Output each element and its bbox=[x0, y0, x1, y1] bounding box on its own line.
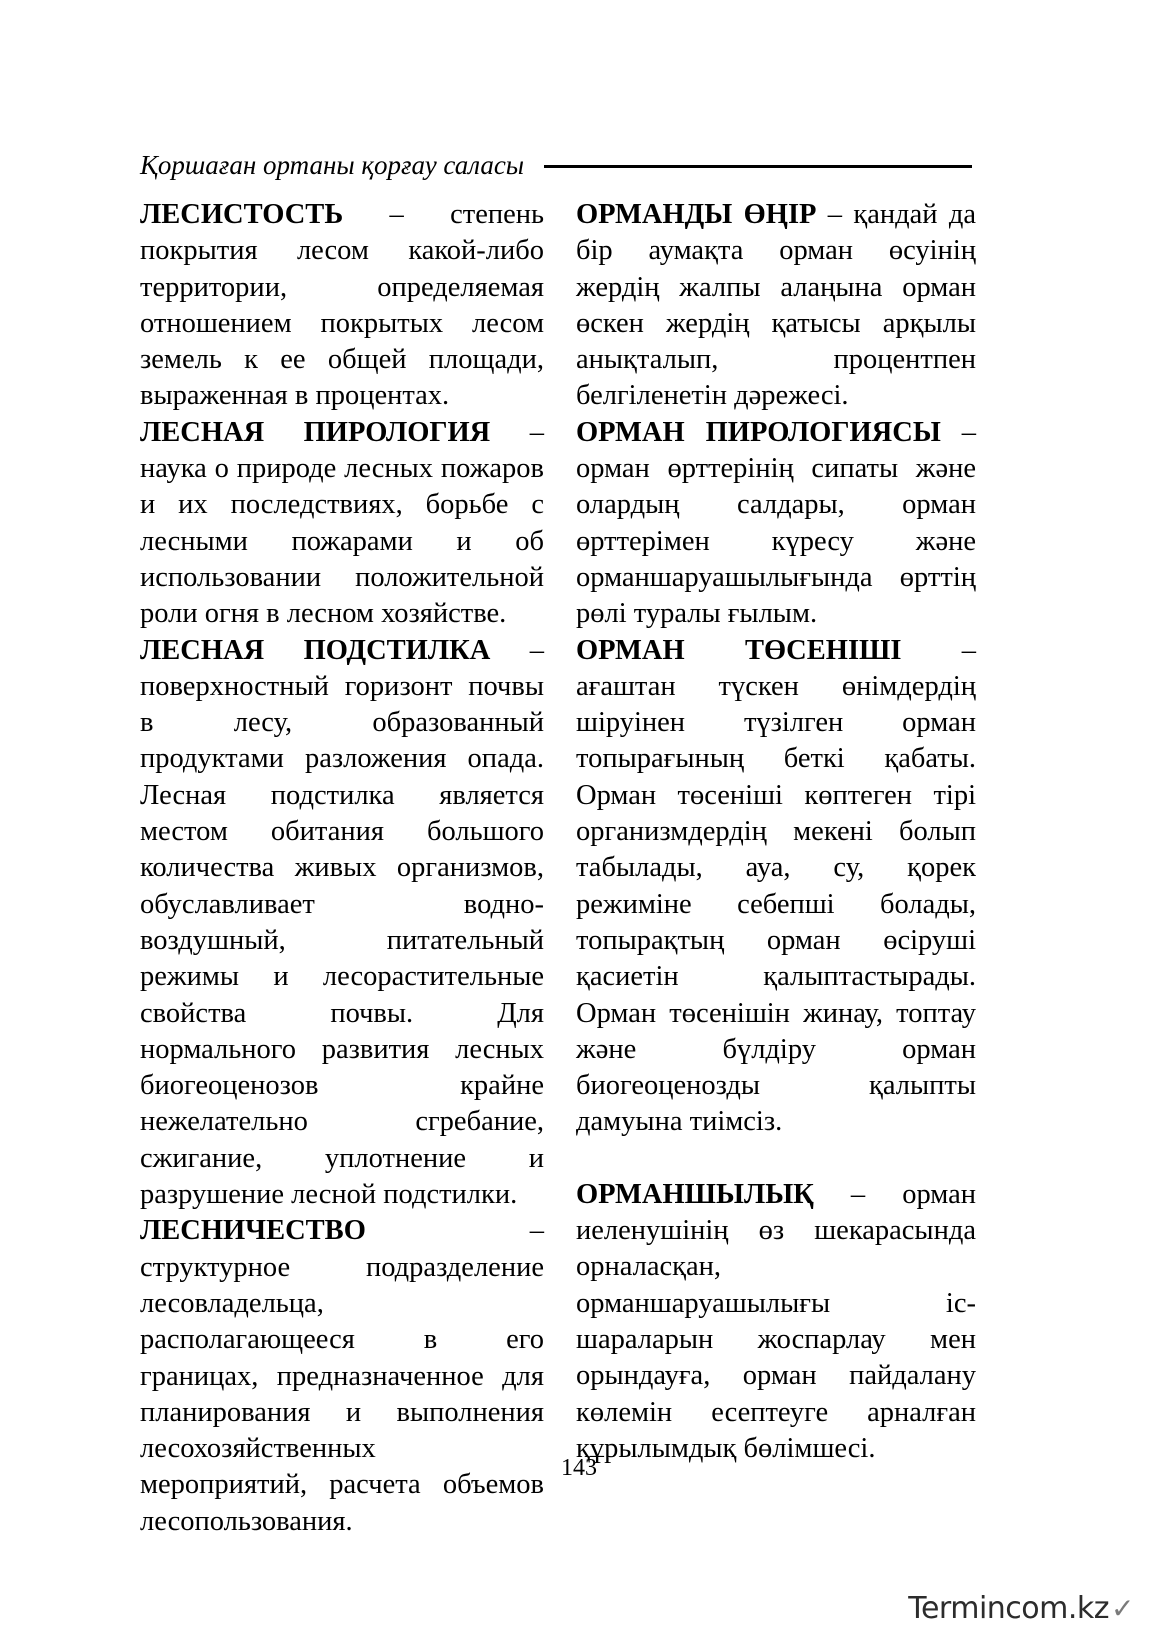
page-number: 143 bbox=[561, 1455, 597, 1481]
dictionary-entry bbox=[140, 633, 544, 1214]
dictionary-entry bbox=[576, 1177, 976, 1467]
dictionary-entry bbox=[576, 415, 976, 633]
entry-definition: – степень покрытия лесом какой-либо территории, определяемая отношением покрытых лесом земель к ее общей площади, выраженная в процентах. bbox=[140, 199, 544, 412]
dictionary-entry bbox=[140, 1213, 544, 1540]
header-rule bbox=[544, 165, 972, 168]
entry-term: ЛЕСНИЧЕСТВО bbox=[140, 1215, 366, 1247]
entry-term: ЛЕСИСТОСТЬ bbox=[140, 199, 344, 230]
dictionary-entry bbox=[576, 633, 976, 1141]
checkmark-icon: ✓ bbox=[1111, 1591, 1134, 1625]
right-column bbox=[576, 197, 976, 1467]
entry-term: ОРМАН ТӨСЕНІШІ bbox=[576, 634, 902, 666]
left-column bbox=[140, 197, 544, 1540]
entry-definition: – структурное подразделение лесовладельца, располагающееся в его границах, предназначенное для планирования и выполнения лесохозяйственных мероприятий, расчета объемов лесопользования. bbox=[140, 1215, 544, 1537]
entry-definition: – орман иеленушінің өз шекарасында орналасқан, орманшаруашылығы іс-шараларын жоспарлау мен орындауға, орман пайдалану көлемін есептеуге арналған құрылымдық бөлімшесі. bbox=[576, 1178, 976, 1464]
dictionary-entry bbox=[140, 197, 544, 415]
entry-term: ОРМАНШЫЛЫҚ bbox=[576, 1178, 814, 1210]
entry-term: ОРМАНДЫ ӨҢІР bbox=[576, 199, 817, 230]
entry-term: ЛЕСНАЯ ПИРОЛОГИЯ bbox=[140, 416, 491, 448]
entry-term: ЛЕСНАЯ ПОДСТИЛКА bbox=[140, 634, 491, 666]
running-header-title: Қоршаған ортаны қорғау саласы bbox=[140, 149, 525, 180]
watermark-logo bbox=[908, 1588, 1134, 1628]
entry-definition: – ағаштан түскен өнімдердің шіруінен түзілген орман топырағының беткі қабаты. Орман төсеніші көптеген тірі организмдердің мекені болып табылады, ауа, су, қорек режиміне себепші болады, топырақтың орман өсіруші қасиетін қалыптастырады. Орман төсенішін жинау, топтау және бүлдіру орман биогеоценозды қалыпты дамуына тиімсіз. bbox=[576, 634, 976, 1138]
dictionary-entry bbox=[140, 415, 544, 633]
entry-definition: – поверхностный горизонт почвы в лесу, образованный продуктами разложения опада. Лесная подстилка является местом обитания большого количества живых организмов, обуславливает водно-воздушный, питательный режимы и лесорастительные свойства почвы. Для нормального развития лесных биогеоценозов крайне нежелательно сгребание, сжигание, уплотнение и разрушение лесной подстилки. bbox=[140, 634, 544, 1211]
entry-definition: – орман өрттерінің сипаты және олардың салдары, орман өрттерімен күресу және орманшаруашылығында өрттің рөлі туралы ғылым. bbox=[576, 416, 976, 630]
running-header bbox=[140, 147, 972, 183]
watermark-text: Termincom.kz bbox=[908, 1590, 1110, 1626]
dictionary-entry bbox=[576, 197, 976, 415]
entry-definition: – наука о природе лесных пожаров и их последствиях, борьбе с лесными пожарами и об использовании положительной роли огня в лесном хозяйстве. bbox=[140, 416, 544, 630]
entry-term: ОРМАН ПИРОЛОГИЯСЫ bbox=[576, 416, 941, 448]
entry-definition: – қандай да бір аумақта орман өсуінің жердің жалпы алаңына орман өскен жердің қатысы арқылы анықталып, процентпен белгіленетін дәрежесі. bbox=[576, 199, 976, 412]
